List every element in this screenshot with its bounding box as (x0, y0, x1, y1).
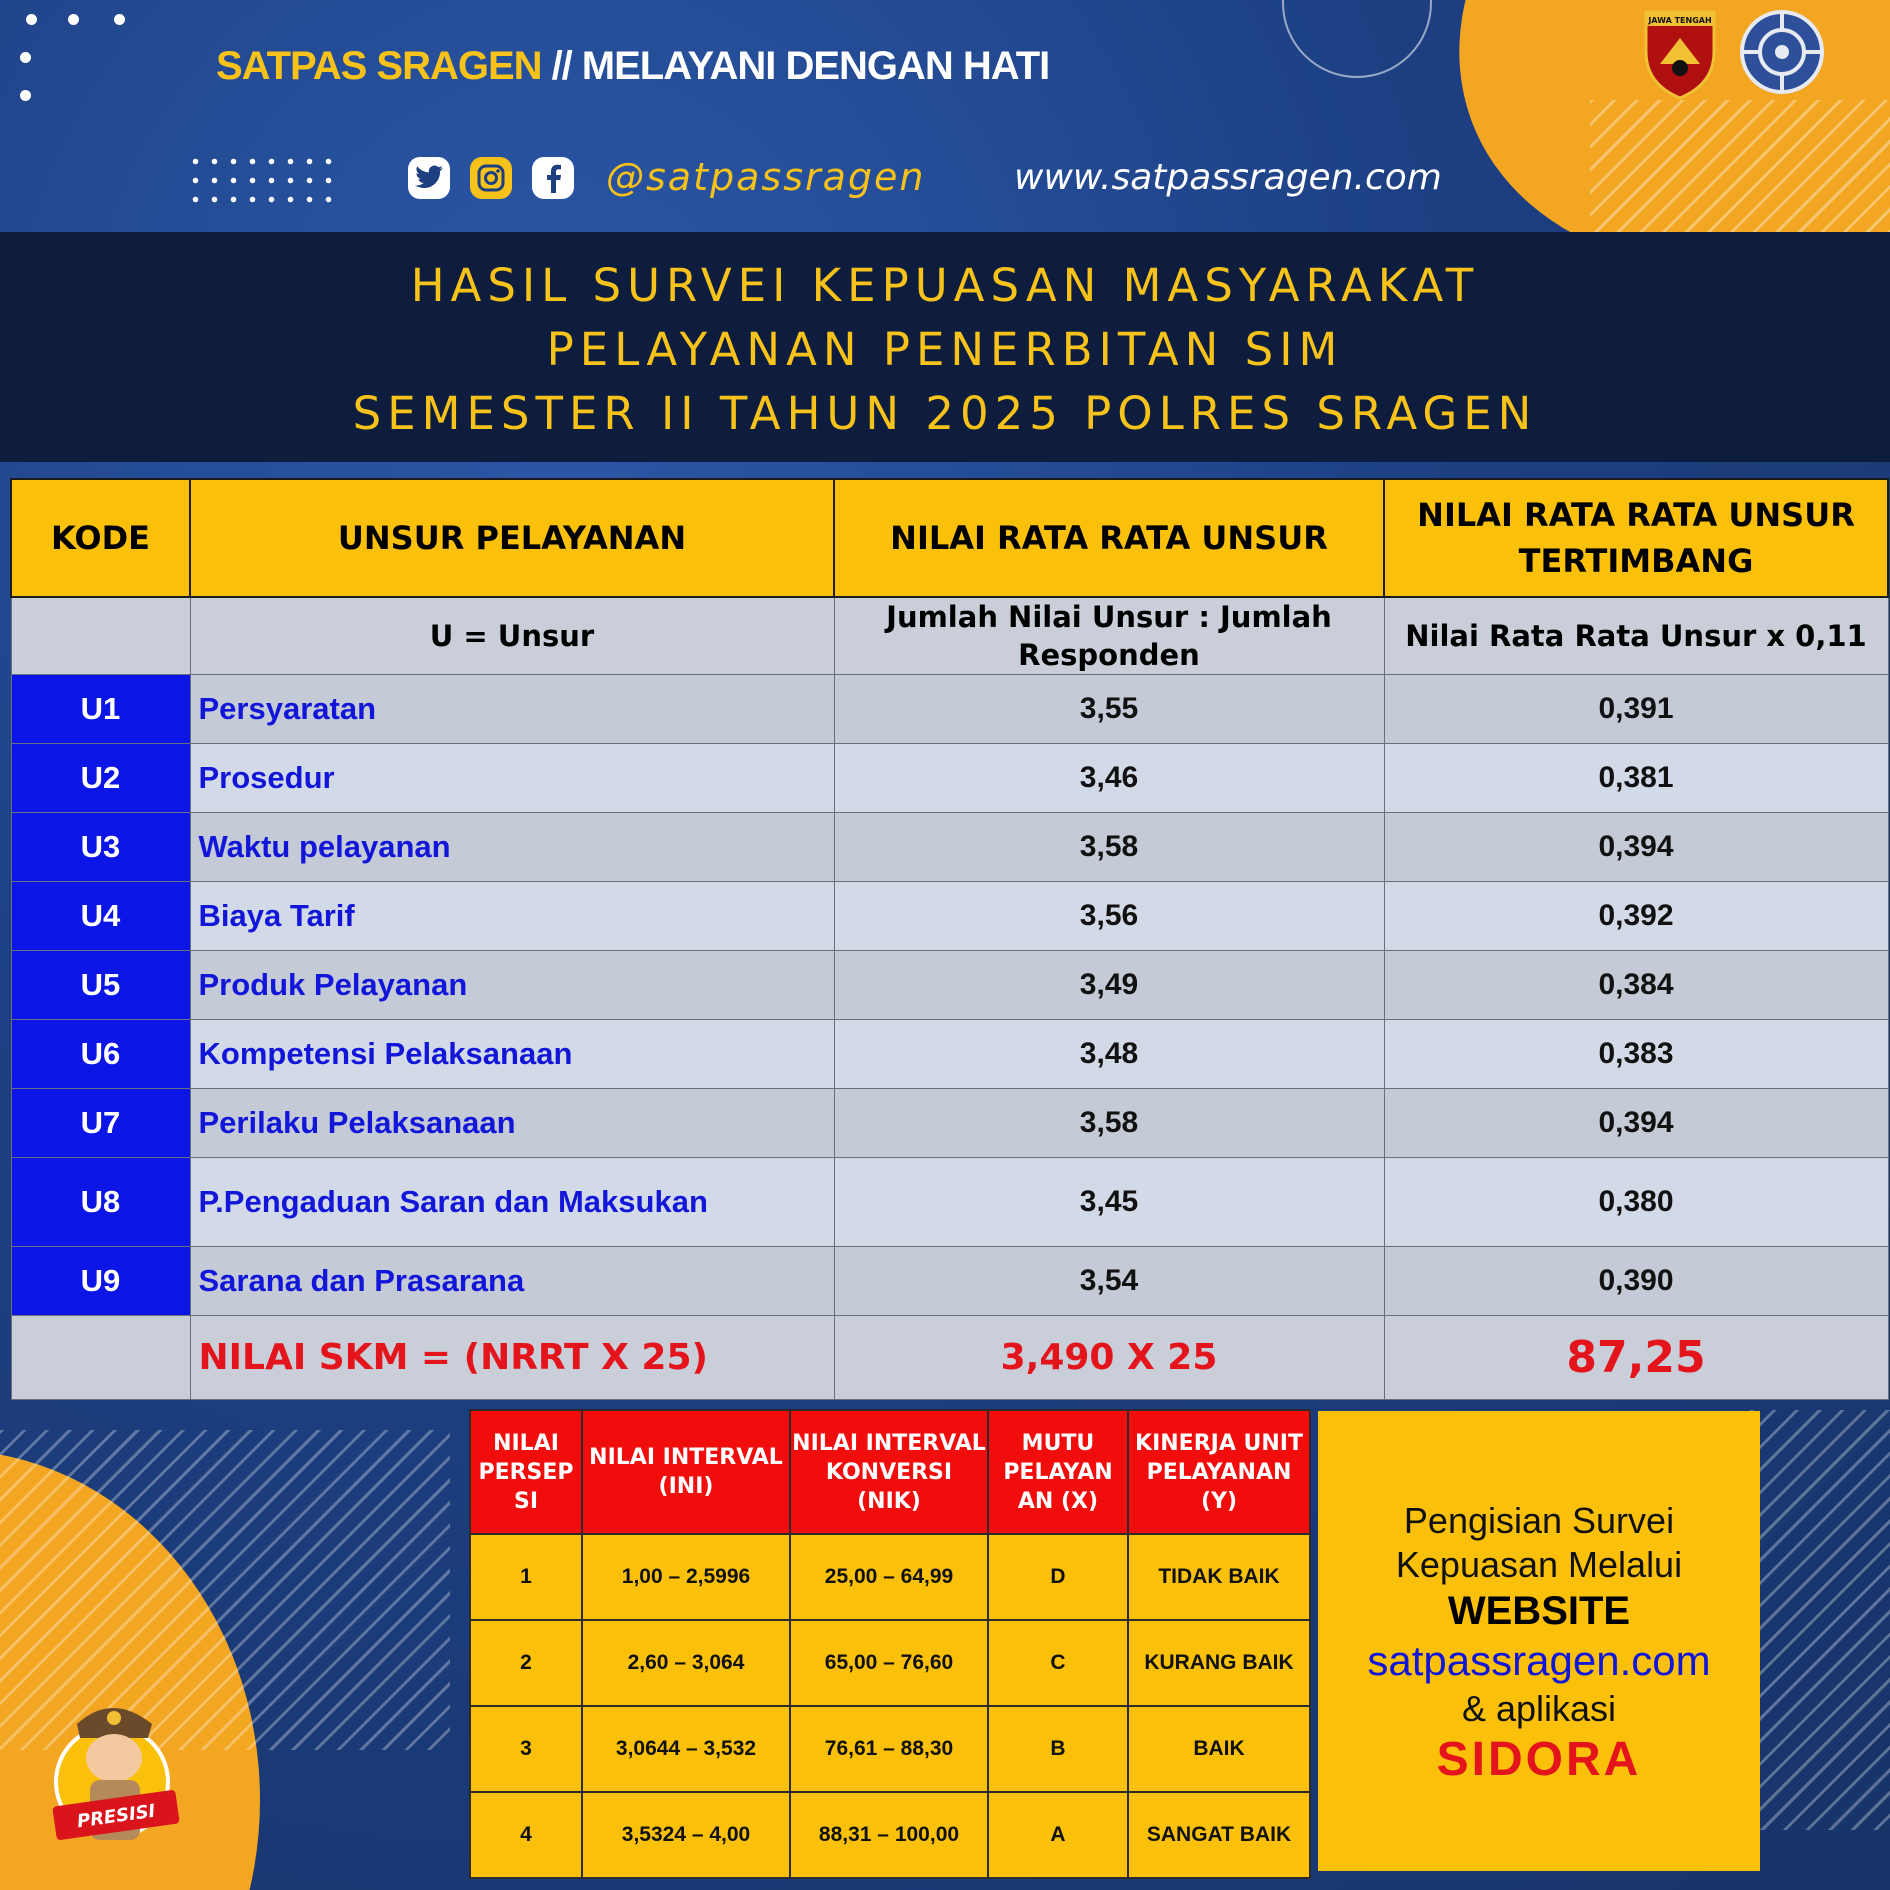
row-name: Perilaku Pelaksanaan (190, 1089, 834, 1158)
row-name: Waktu pelayanan (190, 813, 834, 882)
table-row (11, 813, 1888, 882)
info-line2: Kepuasan Melalui (1395, 1544, 1683, 1585)
police-mascot-icon (52, 1672, 182, 1872)
interval-persepsi: 1 (470, 1534, 582, 1620)
header-persepsi: NILAI PERSEP SI (470, 1410, 582, 1534)
row-code: U5 (11, 951, 190, 1020)
header-mutu: MUTU PELAYAN AN (X) (988, 1410, 1128, 1534)
social-links (408, 157, 574, 199)
row-name: Kompetensi Pelaksanaan (190, 1020, 834, 1089)
brand-name: SATPAS SRAGEN (216, 44, 542, 88)
interval-kinerja: BAIK (1128, 1706, 1310, 1792)
table-row (11, 675, 1888, 744)
info-line5: & aplikasi (1461, 1688, 1617, 1729)
interval-konversi: 76,61 – 88,30 (790, 1706, 988, 1792)
row-code: U6 (11, 1020, 190, 1089)
header-kode: KODE (11, 479, 190, 597)
page-title-line2: PELAYANAN PENERBITAN SIM (546, 323, 1344, 376)
interval-row (470, 1534, 1310, 1620)
interval-mutu: C (988, 1620, 1128, 1706)
row-code: U9 (11, 1247, 190, 1316)
interval-konversi: 88,31 – 100,00 (790, 1792, 988, 1878)
twitter-icon[interactable] (408, 157, 450, 199)
logos (1640, 4, 1830, 100)
row-code: U4 (11, 882, 190, 951)
skm-row (11, 1316, 1888, 1400)
page-title-line3: SEMESTER II TAHUN 2025 POLRES SRAGEN (352, 387, 1538, 440)
row-tertimbang: 0,383 (1384, 1020, 1888, 1089)
row-nilai: 3,49 (834, 951, 1384, 1020)
header-interval: NILAI INTERVAL (INI) (582, 1410, 790, 1534)
jawa-tengah-police-logo (1640, 4, 1720, 100)
subheader-unsur: U = Unsur (190, 597, 834, 675)
row-nilai: 3,58 (834, 1089, 1384, 1158)
interval-kinerja: SANGAT BAIK (1128, 1792, 1310, 1878)
social-handle[interactable]: @satpassragen (606, 155, 926, 199)
row-name: Persyaratan (190, 675, 834, 744)
korlantas-logo (1734, 4, 1830, 100)
row-name: Biaya Tarif (190, 882, 834, 951)
tagline: MELAYANI DENGAN HATI (581, 44, 1050, 88)
table-row (11, 1020, 1888, 1089)
table-header-row (11, 479, 1888, 597)
skm-result: 87,25 (1384, 1316, 1888, 1400)
subheader-nilai: Jumlah Nilai Unsur : Jumlah Responden (834, 597, 1384, 675)
row-tertimbang: 0,392 (1384, 882, 1888, 951)
interval-range: 3,0644 – 3,532 (582, 1706, 790, 1792)
decorative-dot-grid (186, 152, 342, 206)
row-name: Produk Pelayanan (190, 951, 834, 1020)
row-code: U1 (11, 675, 190, 744)
row-code: U3 (11, 813, 190, 882)
header-nilai: NILAI RATA RATA UNSUR (834, 479, 1384, 597)
interval-konversi: 65,00 – 76,60 (790, 1620, 988, 1706)
row-tertimbang: 0,381 (1384, 744, 1888, 813)
row-nilai: 3,46 (834, 744, 1384, 813)
interval-row (470, 1620, 1310, 1706)
interval-range: 3,5324 – 4,00 (582, 1792, 790, 1878)
row-tertimbang: 0,384 (1384, 951, 1888, 1020)
row-nilai: 3,55 (834, 675, 1384, 744)
survey-results-table (10, 478, 1889, 1400)
row-code: U7 (11, 1089, 190, 1158)
row-name: P.Pengaduan Saran dan Maksukan (190, 1158, 834, 1247)
title-band (0, 232, 1890, 462)
decorative-stripes (1590, 100, 1890, 240)
interval-header-row (470, 1410, 1310, 1534)
survey-info-box (1318, 1411, 1760, 1871)
row-nilai: 3,54 (834, 1247, 1384, 1316)
table-row (11, 951, 1888, 1020)
interval-table (469, 1409, 1311, 1879)
interval-row (470, 1706, 1310, 1792)
skm-code (11, 1316, 190, 1400)
row-tertimbang: 0,394 (1384, 813, 1888, 882)
interval-mutu: D (988, 1534, 1128, 1620)
info-website-link[interactable]: satpassragen.com (1367, 1637, 1711, 1684)
subheader-kode (11, 597, 190, 675)
interval-mutu: A (988, 1792, 1128, 1878)
interval-persepsi: 4 (470, 1792, 582, 1878)
header-tertimbang: NILAI RATA RATA UNSUR TERTIMBANG (1384, 479, 1888, 597)
decorative-ring (1282, 0, 1432, 78)
header-title (216, 44, 1049, 89)
instagram-icon[interactable] (470, 157, 512, 199)
interval-persepsi: 3 (470, 1706, 582, 1792)
subheader-tertimbang: Nilai Rata Rata Unsur x 0,11 (1384, 597, 1888, 675)
interval-mutu: B (988, 1706, 1128, 1792)
header-separator: // (551, 44, 572, 88)
row-tertimbang: 0,391 (1384, 675, 1888, 744)
row-nilai: 3,58 (834, 813, 1384, 882)
header-unsur: UNSUR PELAYANAN (190, 479, 834, 597)
skm-calculation: 3,490 X 25 (834, 1316, 1384, 1400)
table-row (11, 1158, 1888, 1247)
page-title-line1: HASIL SURVEI KEPUASAN MASYARAKAT (410, 259, 1480, 312)
row-code: U2 (11, 744, 190, 813)
skm-label: NILAI SKM = (NRRT X 25) (190, 1316, 834, 1400)
interval-konversi: 25,00 – 64,99 (790, 1534, 988, 1620)
row-tertimbang: 0,394 (1384, 1089, 1888, 1158)
interval-row (470, 1792, 1310, 1878)
row-name: Sarana dan Prasarana (190, 1247, 834, 1316)
interval-kinerja: KURANG BAIK (1128, 1620, 1310, 1706)
row-nilai: 3,56 (834, 882, 1384, 951)
info-app-name: SIDORA (1436, 1733, 1642, 1786)
row-tertimbang: 0,380 (1384, 1158, 1888, 1247)
info-website-label: WEBSITE (1447, 1589, 1631, 1633)
website-link[interactable]: www.satpassragen.com (1014, 157, 1442, 198)
svg-text:JAWA TENGAH: JAWA TENGAH (1648, 16, 1712, 25)
facebook-icon[interactable] (532, 157, 574, 199)
row-nilai: 3,45 (834, 1158, 1384, 1247)
interval-kinerja: TIDAK BAIK (1128, 1534, 1310, 1620)
header-konversi: NILAI INTERVAL KONVERSI (NIK) (790, 1410, 988, 1534)
table-row (11, 1089, 1888, 1158)
interval-range: 2,60 – 3,064 (582, 1620, 790, 1706)
row-code: U8 (11, 1158, 190, 1247)
info-line1: Pengisian Survei (1403, 1500, 1675, 1541)
interval-range: 1,00 – 2,5996 (582, 1534, 790, 1620)
interval-persepsi: 2 (470, 1620, 582, 1706)
table-row (11, 882, 1888, 951)
row-name: Prosedur (190, 744, 834, 813)
decorative-stripes (1750, 1410, 1890, 1830)
table-subheader-row (11, 597, 1888, 675)
mascot-badge-text: PRESISI (75, 1800, 157, 1833)
row-tertimbang: 0,390 (1384, 1247, 1888, 1316)
header-kinerja: KINERJA UNIT PELAYANAN (Y) (1128, 1410, 1310, 1534)
table-row (11, 1247, 1888, 1316)
table-row (11, 744, 1888, 813)
row-nilai: 3,48 (834, 1020, 1384, 1089)
